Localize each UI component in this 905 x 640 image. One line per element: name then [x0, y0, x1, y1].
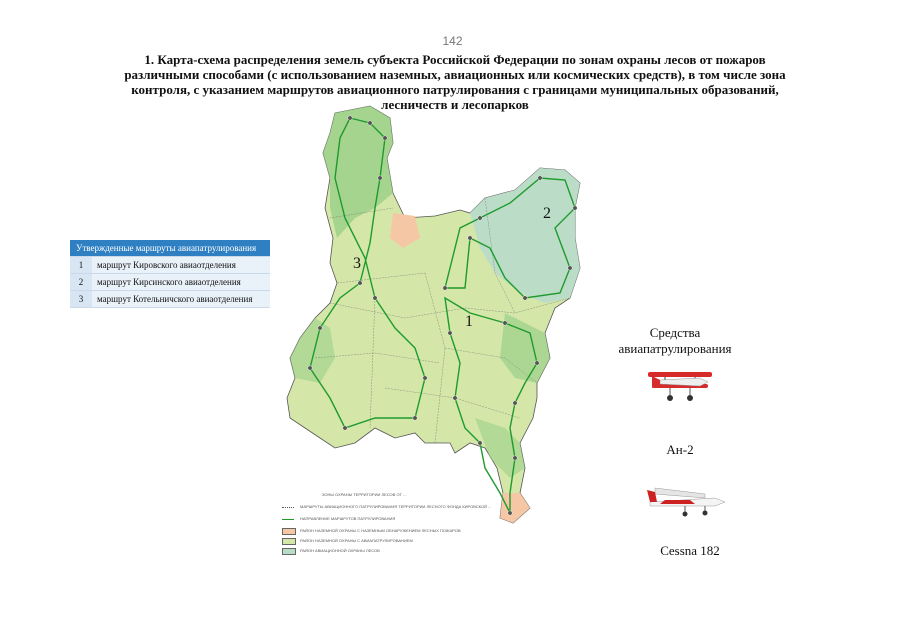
- routes-legend-header: Утвержденные маршруты авиапатрулирования: [70, 240, 270, 257]
- control-zone-swatch: [282, 528, 296, 535]
- map-legend-item: РАЙОН АВИАЦИОННОЙ ОХРАНЫ ЛЕСОВ: [282, 548, 582, 554]
- legend-row: [70, 274, 270, 291]
- legend-row-label: маршрут Кировского авиаотделения: [92, 257, 270, 274]
- map-legend-title: ЗОНЫ ОХРАНЫ ТЕРРИТОРИИ ЛЕСОВ ОТ ...: [322, 492, 407, 497]
- map-legend-item: МАРШРУТЫ АВИАЦИОННОГО ПАТРУЛИРОВАНИЯ ТЕРРИТОРИИ ЛЕСНОГО ФОНДА КИРОВСКОЙ ...: [282, 504, 582, 510]
- legend-row-number: 1: [70, 257, 92, 274]
- legend-row: [70, 257, 270, 274]
- map-legend-item: РАЙОН НАЗЕМНОЙ ОХРАНЫ С АВИАПАТРУЛИРОВАНИЕМ: [282, 538, 582, 544]
- legend-row-label: маршрут Кирсинского авиаотделения: [92, 274, 270, 291]
- page-title: 1. Карта-схема распределения земель субъекта Российской Федерации по зонам охраны лесов от пожаров различными способами (с использованием наземных, авиационных или космических средств), в том числе зона контроля, с указанием маршрутов авиационного патрулирования с границами муниципальных образований, лесничеств и лесопарков: [124, 52, 786, 112]
- cessna-label: Cessna 182: [660, 543, 720, 558]
- routes-legend: [70, 240, 270, 308]
- legend-row-label: маршрут Котельничского авиаотделения: [92, 291, 270, 308]
- route-direction-swatch: [282, 519, 294, 520]
- air-zone-swatch: [282, 548, 296, 555]
- legend-row-number: 2: [70, 274, 92, 291]
- route-line-swatch: [282, 507, 294, 508]
- ground-zone-swatch: [282, 538, 296, 545]
- zone-number-2: 2: [543, 205, 551, 222]
- page-number: 142: [442, 34, 463, 48]
- zone-number-3: 3: [353, 255, 361, 272]
- forest-map: [275, 98, 585, 528]
- legend-row: [70, 291, 270, 308]
- cessna-plane-icon: [645, 480, 730, 525]
- aircraft-title: Средства авиапатрулирования: [618, 325, 732, 356]
- map-legend-item: РАЙОН НАЗЕМНОЙ ОХРАНЫ С НАЗЕМНЫМ ОБНАРУЖЕНИЕМ ЛЕСНЫХ ПОЖАРОВ: [282, 528, 582, 534]
- an2-label: Ан-2: [666, 442, 694, 457]
- zone-number-1: 1: [465, 313, 473, 330]
- an2-plane-icon: [640, 362, 720, 412]
- map-legend-item: НАПРАВЛЕНИЕ МАРШРУТОВ ПАТРУЛИРОВАНИЯ: [282, 516, 582, 522]
- legend-row-number: 3: [70, 291, 92, 308]
